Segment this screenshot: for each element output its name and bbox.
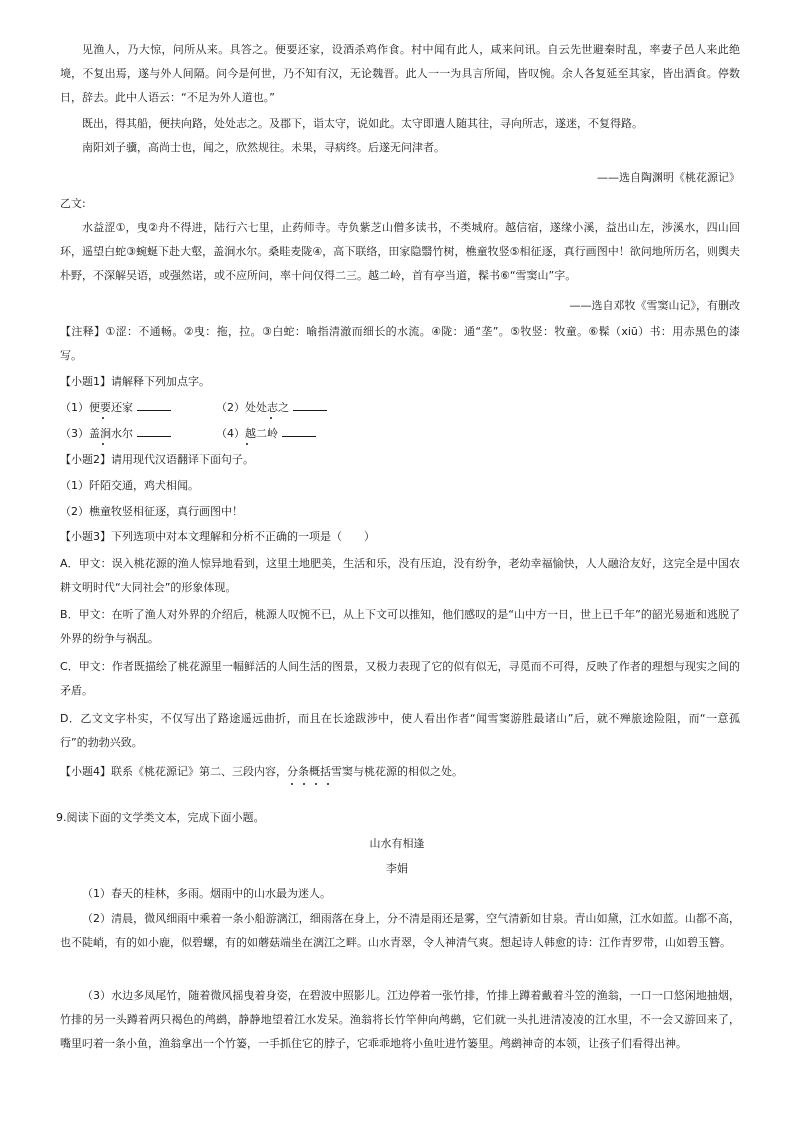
emphasis-dot — [303, 783, 305, 785]
article-para1: （1）春天的桂林，多雨。烟雨中的山水最为迷人。 — [82, 887, 331, 900]
q2-title: 【小题2】请用现代汉语翻译下面句子。 — [60, 453, 254, 466]
emphasis-dot — [270, 417, 272, 419]
emphasis-dot — [246, 443, 248, 445]
q3-option-c[interactable]: C．甲文：作者既描绘了桃花源里一幅鲜活的人间生活的图景，又极力表现了它的似有似无，寻觅而不可得，反映了作者的理想与现实之间的矛盾。 — [60, 660, 740, 697]
answer-blank[interactable] — [137, 424, 171, 437]
emphasis-dot — [102, 443, 104, 445]
answer-blank[interactable] — [293, 398, 327, 411]
q1-title: 【小题1】请解释下列加点字。 — [60, 375, 210, 388]
article-para3: （3）水边多凤尾竹，随着微风摇曳着身姿，在碧波中照影儿。江边停着一张竹排，竹排上蹲着戴着斗笠的渔翁，一口一口悠闲地抽烟，竹排的另一头蹲着两只褐色的鸬鹚，静静地望着江水发呆。渔翁将长竹竿伸向鸬鹚，它们就一头扎进清凌凌的江水里，不一会又游回来了，嘴里叼着一条小鱼，渔翁拿出一个竹篓，一手抓住它的脖子，它乖乖地将小鱼吐进竹篓里。鸬鹚神奇的本领，让孩子们看得出神。 — [60, 989, 740, 1050]
answer-blank[interactable] — [282, 424, 316, 437]
article-title: 山水有相逢 — [369, 837, 425, 850]
passage-a-source: ——选自陶渊明《桃花源记》 — [597, 171, 740, 184]
section9-heading: 9.阅读下面的文学类文本，完成下面小题。 — [56, 811, 265, 824]
q1-item-2: （2）处处志之 — [216, 398, 327, 418]
emphasis-dot — [102, 417, 104, 419]
emphasis-dot — [291, 783, 293, 785]
q3-option-d[interactable]: D．乙文文字朴实，不仅写出了路途遥远曲折，而且在长途跋涉中，使人看出作者“闻雪窦游胜最诸山”后，就不殚旅途险阻，而“一意孤行”的勃勃兴致。 — [60, 712, 740, 749]
emphasis-dot — [315, 783, 317, 785]
answer-blank[interactable] — [137, 398, 171, 411]
passage-a-para3: 南阳刘子骥，高尚士也，闻之，欣然规往。未果，寻病终。后遂无问津者。 — [82, 141, 445, 154]
passage-a-para2: 既出，得其船，便扶向路，处处志之。及郡下，诣太守，说如此。太守即遣人随其往，寻向所志，遂迷，不复得路。 — [82, 117, 643, 130]
article-author: 李娟 — [386, 862, 408, 875]
notes: 【注释】①涩：不通畅。②曳：拖，拉。③白蛇：喻指清澈而细长的水流。④陇：通“垄”。⑤牧竖：牧童。⑥髹（xiū）书：用赤黑色的漆写。 — [60, 325, 740, 362]
passage-b-label: 乙文: — [60, 197, 86, 210]
q1-item-1: （1）便要还家 — [60, 398, 171, 418]
passage-a-para1: 见渔人，乃大惊，问所从来。具答之。便要还家，设酒杀鸡作食。村中闻有此人，咸来问讯。自云先世避秦时乱，率妻子邑人来此绝境，不复出焉，遂与外人间隔。问今是何世，乃不知有汉，无论魏晋。此人一一为具言所闻，皆叹惋。余人各复延至其家，皆出酒食。停数日，辞去。此中人语云：“不足为外人道也。” — [60, 43, 740, 104]
passage-b-source: ——选自邓牧《雪窦山记》，有删改 — [569, 299, 740, 312]
q3-option-a[interactable]: A．甲文：误入桃花源的渔人惊异地看到，这里土地肥美，生活和乐，没有压迫，没有纷争，老幼幸福愉快，人人融洽友好，这完全是中国农耕文明时代“大同社会”的形象体现。 — [60, 557, 740, 594]
q1-item-3: （3）盖涧水尔 — [60, 424, 171, 444]
q2-item-2: （2）樵童牧竖相征逐，真行画图中！ — [60, 505, 243, 518]
q3-option-b[interactable]: B．甲文：在听了渔人对外界的介绍后，桃源人叹惋不已，从上下文可以推知，他们感叹的是“山中方一日，世上已千年”的韶光易逝和逃脱了外界的纷争与祸乱。 — [60, 608, 740, 645]
q4-title: 【小题4】联系《桃花源记》第二、三段内容，分条概括雪窦与桃花源的相似之处。 — [60, 765, 463, 778]
article-para2: （2）清晨，微风细雨中乘着一条小船游漓江，细雨落在身上，分不清是雨还是雾，空气清新如甘泉。青山如黛，江水如蓝。山都不高，也不陡峭，有的如小鹿，似碧螺，有的如蘑菇端坐在漓江之畔。山水青翠，令人神清气爽。想起诗人韩愈的诗：江作青罗带，山如碧玉簪。 — [60, 912, 740, 949]
q2-item-1: （1）阡陌交通，鸡犬相闻。 — [60, 479, 199, 492]
q1-item-4: （4）越二岭 — [216, 424, 316, 444]
emphasis-dot — [327, 783, 329, 785]
q3-title: 【小题3】下列选项中对本文理解和分析不正确的一项是（ ） — [60, 530, 375, 543]
passage-b-para1: 水益涩①，曳②舟不得进，陆行六七里，止药师寺。寺负紫芝山僧多读书，不类城府。越信宿，遂缘小溪，益出山左，涉溪水，四山回环，遥望白蛇③蜿蜒下赴大壑，盖涧水尔。桑畦麦陇④，高下联络，田家隐翳竹树，樵童牧竖⑤相征逐，真行画图中！欲问地所历名，则舆夫朴野，不深解吴语，或强然诺，或不应所问，率十问仅得二三。越二岭，首有亭当道，髹书⑥“雪窦山”字。 — [60, 221, 740, 282]
